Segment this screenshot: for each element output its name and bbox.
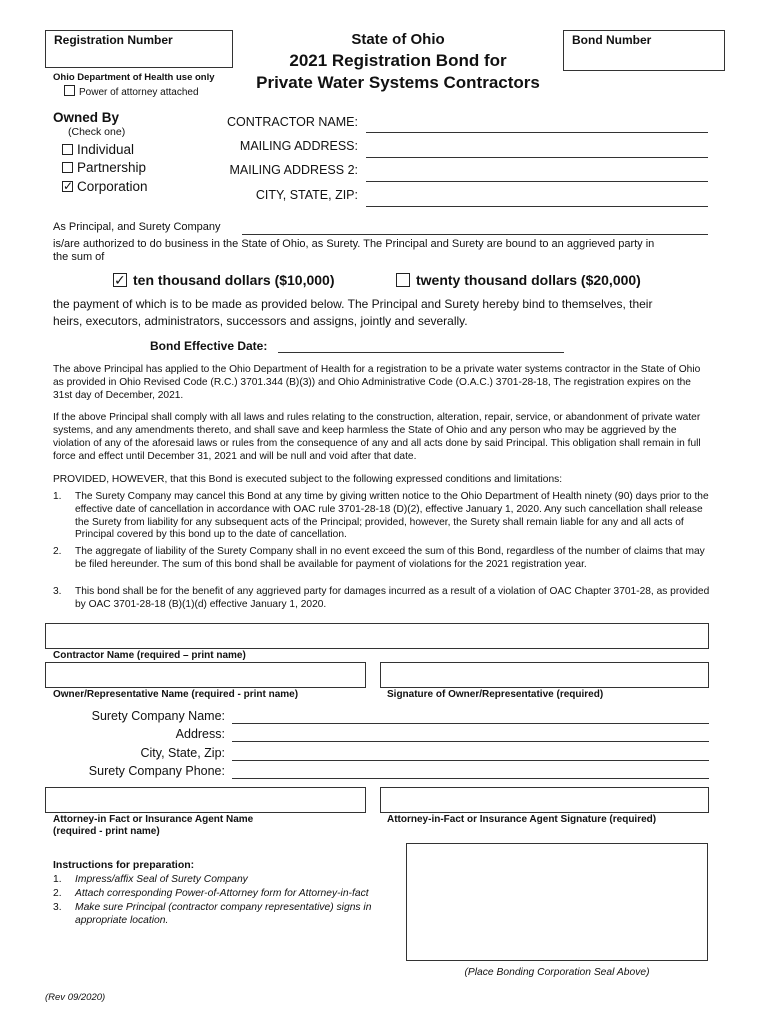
individual-checkbox[interactable]	[62, 144, 73, 155]
attorney-name-label-line2: (required - print name)	[53, 826, 160, 837]
title-line-contractors: Private Water Systems Contractors	[256, 73, 540, 92]
instruction-text: Impress/affix Seal of Surety Company	[75, 874, 248, 885]
surety-city-label: City, State, Zip:	[140, 746, 225, 760]
mailing-address-2-field[interactable]	[366, 181, 708, 182]
odh-use-heading: Ohio Department of Health use only	[53, 72, 215, 83]
principal-text-line3: the sum of	[53, 251, 105, 263]
contractor-name-label: CONTRACTOR NAME:	[226, 115, 358, 129]
principal-text-line2: is/are authorized to do business in the State of Ohio, as Surety. The Principal and Surety are bound to an aggrieved party in	[53, 238, 655, 250]
poa-checkbox-row[interactable]	[64, 85, 199, 98]
compliance-paragraph: If the above Principal shall comply with all laws and rules relating to the construction, alteration, repair, service, or abandonment of private water systems, and any amendments thereto, and shall save and keep harmless the State of Ohio and any person who may be aggrieved by the violation of any of the aforesaid laws or rules from the consequence of any and all acts done by said Principal. This obligation shall remain in full force and effect until December 31, 2021 and will be null and void after that date.	[53, 412, 701, 462]
amount-option-10000[interactable]	[113, 272, 335, 288]
amount-10000-checkbox[interactable]	[113, 273, 127, 287]
instructions-heading: Instructions for preparation:	[53, 859, 195, 871]
contractor-name-field[interactable]	[366, 132, 708, 133]
owner-name-label: Owner/Representative Name (required - print name)	[53, 689, 299, 700]
condition-number: 2.	[53, 546, 62, 557]
payment-text-line2: heirs, executors, administrators, successors and assigns, jointly and severally.	[53, 314, 468, 328]
effective-date-field[interactable]	[278, 352, 564, 353]
city-state-zip-field[interactable]	[366, 206, 708, 207]
condition-number: 1.	[53, 491, 62, 502]
surety-address-label: Address:	[175, 727, 225, 741]
surety-address-field[interactable]	[232, 741, 709, 742]
corporation-label: Corporation	[77, 179, 148, 194]
title-line-state: State of Ohio	[351, 31, 445, 48]
bond-number-label: Bond Number	[572, 33, 652, 47]
surety-name-field[interactable]	[232, 723, 709, 724]
surety-company-field[interactable]	[242, 234, 708, 235]
surety-name-label: Surety Company Name:	[91, 709, 225, 723]
owned-by-option-corporation[interactable]	[62, 179, 148, 194]
partnership-label: Partnership	[77, 160, 147, 175]
instruction-text: Make sure Principal (contractor company representative) signs in appropriate location.	[75, 902, 372, 926]
revision-footer: (Rev 09/2020)	[45, 992, 106, 1003]
surety-phone-field[interactable]	[232, 778, 709, 779]
amount-20000-label: twenty thousand dollars ($20,000)	[416, 272, 641, 288]
owned-by-heading: Owned By	[53, 110, 120, 125]
amount-10000-label: ten thousand dollars ($10,000)	[133, 272, 335, 288]
attorney-name-box[interactable]	[45, 787, 366, 813]
condition-text: The aggregate of liability of the Surety Company shall in no event exceed the sum of this Bond, regardless of the number of claims that may be filed hereunder. The sum of this bond shall be available for payment of violations for the 2021 registration year.	[75, 546, 705, 570]
mailing-address-field[interactable]	[366, 157, 708, 158]
attorney-signature-box[interactable]	[380, 787, 709, 813]
owned-by-option-partnership[interactable]	[62, 160, 146, 175]
registration-paragraph: The above Principal has applied to the Ohio Department of Health for a registration to be a private water systems contractor in the State of Ohio as provided in Ohio Revised Code (R.C.) 3701.344 (B)(3)) and Ohio Administrative Code (O.A.C.) 3701-28-18, The registration expires on the 31st day of December, 2021.	[53, 364, 701, 401]
owned-by-instruction: (Check one)	[68, 126, 126, 138]
provided-paragraph: PROVIDED, HOWEVER, that this Bond is executed subject to the following expressed conditions and limitations:	[53, 474, 563, 485]
mailing-address-label: MAILING ADDRESS:	[239, 139, 358, 153]
principal-text-line1: As Principal, and Surety Company	[53, 221, 221, 233]
seal-caption: (Place Bonding Corporation Seal Above)	[464, 967, 650, 978]
surety-phone-label: Surety Company Phone:	[88, 764, 225, 778]
attorney-name-label-line1: Attorney-in Fact or Insurance Agent Name	[53, 814, 254, 825]
city-state-zip-label: CITY, STATE, ZIP:	[255, 188, 358, 202]
registration-number-box[interactable]	[45, 30, 233, 68]
amount-option-20000[interactable]	[396, 272, 641, 288]
attorney-name-label	[53, 814, 253, 838]
title-line-bond: 2021 Registration Bond for	[289, 51, 507, 70]
poa-checkbox[interactable]	[64, 85, 75, 96]
partnership-checkbox[interactable]	[62, 162, 73, 173]
attorney-signature-label: Attorney-in-Fact or Insurance Agent Signature (required)	[387, 814, 657, 825]
bond-number-box[interactable]	[563, 30, 725, 71]
condition-text: The Surety Company may cancel this Bond at any time by giving written notice to the Ohio Department of Health ninety (90) days prior to the effective date of cancellation in accordance with OAC rule 3701-28-18 (D)(2), effective January 1, 2020. Any such cancellation shall release the Surety from liability for any subsequent acts of the Principal; provided, however, the Surety shall remain liable for any and all acts of Principal covered by this bond up to the date of cancellation.	[75, 491, 709, 541]
mailing-address-2-label: MAILING ADDRESS 2:	[229, 163, 358, 177]
owner-signature-label: Signature of Owner/Representative (required)	[387, 689, 604, 700]
owner-name-box[interactable]	[45, 662, 366, 688]
condition-number: 3.	[53, 586, 62, 597]
instruction-number: 1.	[53, 874, 62, 885]
payment-text-line1: the payment of which is to be made as provided below. The Principal and Surety hereby bind to themselves, their	[53, 297, 653, 311]
instruction-number: 3.	[53, 902, 62, 913]
individual-label: Individual	[77, 142, 135, 157]
effective-date-label: Bond Effective Date:	[150, 339, 268, 353]
owned-by-option-individual[interactable]	[62, 142, 134, 157]
corporation-checkbox[interactable]	[62, 181, 73, 192]
registration-number-label: Registration Number	[54, 33, 173, 47]
contractor-name-print-label: Contractor Name (required – print name)	[53, 650, 246, 661]
amount-20000-checkbox[interactable]	[396, 273, 410, 287]
condition-text: This bond shall be for the benefit of any aggrieved party for damages incurred as a result of a violation of OAC Chapter 3701-28, as provided by OAC 3701-28-18 (B)(1)(d) effective January 1, 2020.	[75, 586, 710, 610]
instruction-text: Attach corresponding Power-of-Attorney form for Attorney-in-fact	[75, 888, 369, 899]
surety-city-field[interactable]	[232, 760, 709, 761]
owner-signature-box[interactable]	[380, 662, 709, 688]
contractor-name-box[interactable]	[45, 623, 709, 649]
page-title	[238, 30, 558, 94]
seal-box[interactable]	[406, 843, 708, 961]
instruction-number: 2.	[53, 888, 62, 899]
poa-label: Power of attorney attached	[79, 87, 199, 98]
